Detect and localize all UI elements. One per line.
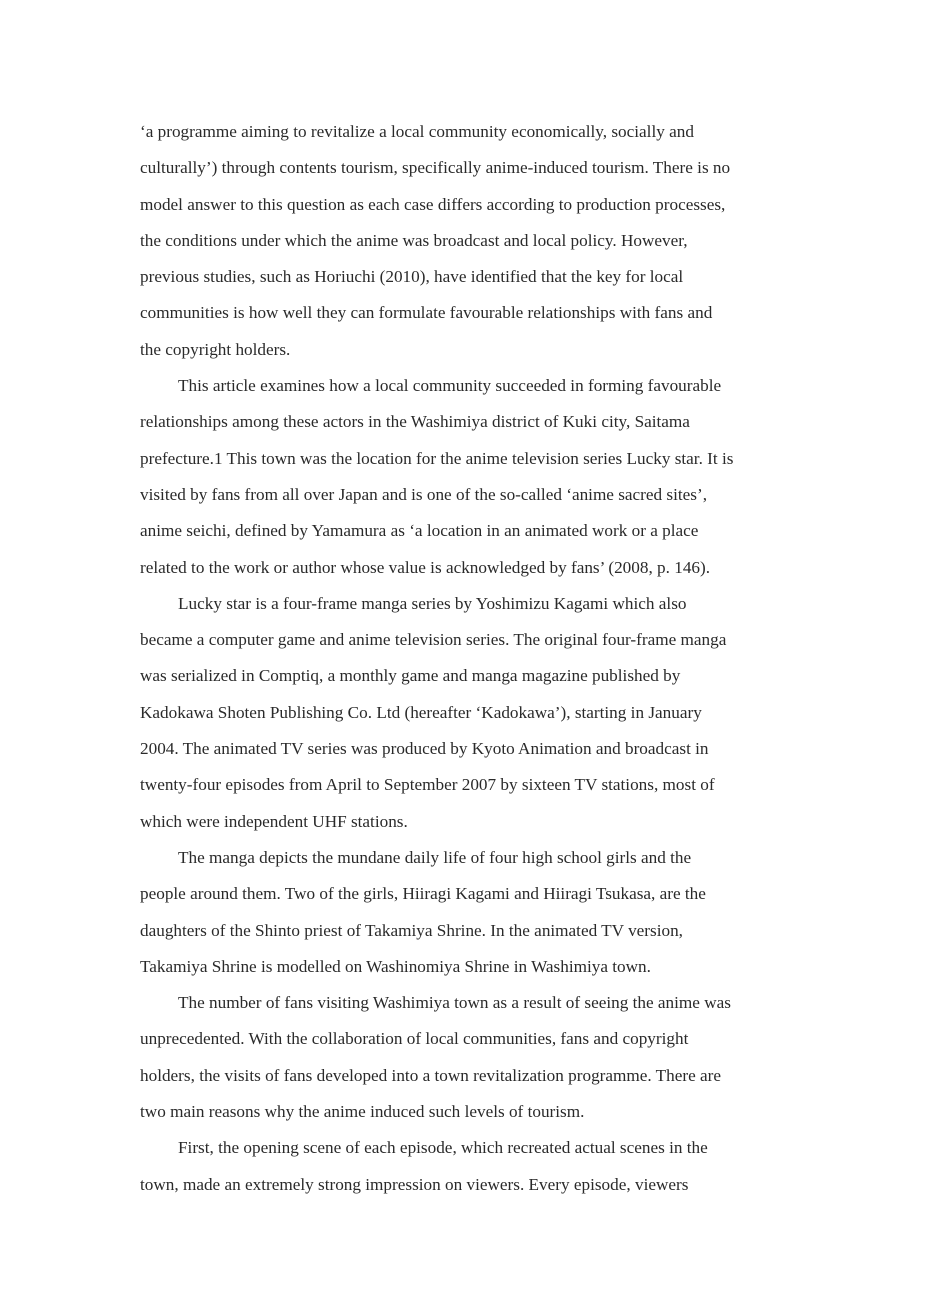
text-line: culturally’) through contents tourism, specifically anime-induced tourism. There is no	[140, 158, 731, 178]
text-line: people around them. Two of the girls, Hiiragi Kagami and Hiiragi Tsukasa, are the	[140, 884, 706, 904]
text-line: previous studies, such as Horiuchi (2010), have identified that the key for local	[140, 267, 684, 287]
text-line: was serialized in Comptiq, a monthly game and manga magazine published by	[140, 666, 681, 686]
body-text	[140, 114, 792, 1203]
paragraph-5	[140, 985, 792, 1130]
text-line: relationships among these actors in the Washimiya district of Kuki city, Saitama	[140, 412, 690, 432]
text-line: daughters of the Shinto priest of Takamiya Shrine. In the animated TV version,	[140, 920, 683, 940]
text-line: This article examines how a local community succeeded in forming favourable	[178, 376, 722, 396]
paragraph-1	[140, 114, 792, 368]
text-line: became a computer game and anime television series. The original four-frame manga	[140, 630, 727, 650]
text-line: prefecture.1 This town was the location for the anime television series Lucky star. It is	[140, 448, 734, 468]
text-line: related to the work or author whose value is acknowledged by fans’ (2008, p. 146).	[140, 557, 711, 577]
text-line: The number of fans visiting Washimiya town as a result of seeing the anime was	[178, 993, 731, 1013]
paragraph-6	[140, 1130, 792, 1203]
text-line: communities is how well they can formulate favourable relationships with fans and	[140, 303, 713, 323]
text-line: anime seichi, defined by Yamamura as ‘a location in an animated work or a place	[140, 521, 699, 541]
text-line: First, the opening scene of each episode, which recreated actual scenes in the	[178, 1138, 708, 1158]
text-line: holders, the visits of fans developed into a town revitalization programme. There are	[140, 1065, 722, 1085]
text-line: Kadokawa Shoten Publishing Co. Ltd (hereafter ‘Kadokawa’), starting in January	[140, 702, 702, 722]
text-line: unprecedented. With the collaboration of local communities, fans and copyright	[140, 1029, 689, 1049]
paragraph-3	[140, 586, 792, 840]
paragraph-4	[140, 840, 792, 985]
text-line: the conditions under which the anime was broadcast and local policy. However,	[140, 230, 688, 250]
text-line: Lucky star is a four-frame manga series by Yoshimizu Kagami which also	[178, 593, 687, 613]
text-line: the copyright holders.	[140, 339, 291, 359]
text-line: two main reasons why the anime induced such levels of tourism.	[140, 1102, 585, 1122]
text-line: twenty-four episodes from April to September 2007 by sixteen TV stations, most of	[140, 775, 715, 795]
text-line: town, made an extremely strong impression on viewers. Every episode, viewers	[140, 1174, 689, 1194]
text-line: ‘a programme aiming to revitalize a local community economically, socially and	[140, 122, 694, 141]
text-line: 2004. The animated TV series was produced by Kyoto Animation and broadcast in	[140, 739, 709, 759]
text-line: The manga depicts the mundane daily life of four high school girls and the	[178, 847, 692, 867]
text-line: model answer to this question as each case differs according to production processes,	[140, 194, 726, 214]
text-line: Takamiya Shrine is modelled on Washinomiya Shrine in Washimiya town.	[140, 956, 651, 976]
text-line: which were independent UHF stations.	[140, 811, 408, 831]
paragraph-2	[140, 368, 792, 586]
text-line: visited by fans from all over Japan and is one of the so-called ‘anime sacred sites’,	[140, 484, 708, 504]
